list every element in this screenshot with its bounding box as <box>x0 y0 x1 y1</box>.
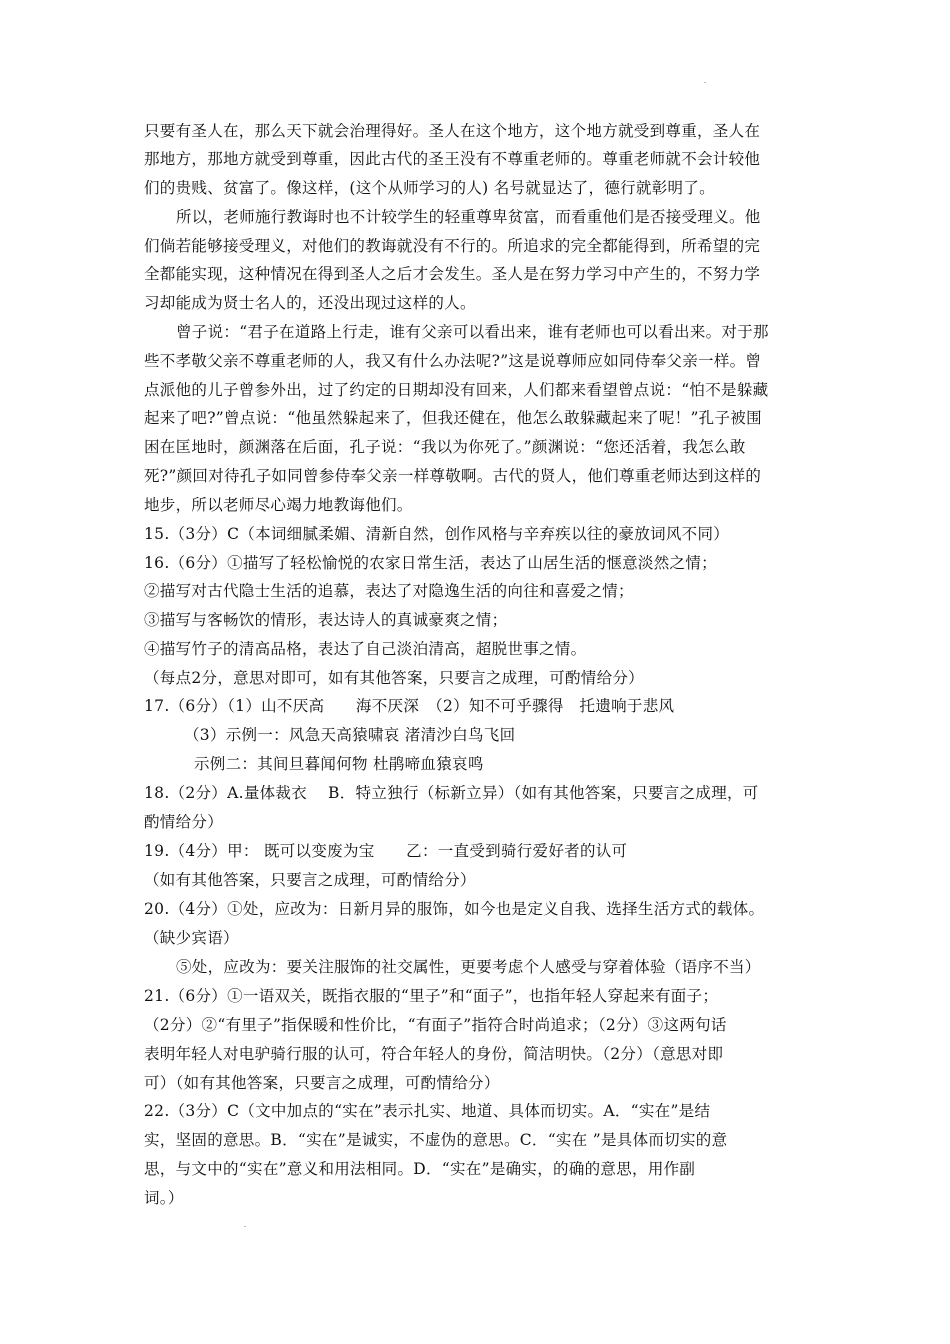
scan-speck-bottom <box>244 1226 246 1227</box>
text-line: 词。） <box>144 1189 184 1207</box>
text-line: 起来了吧?”曾点说：“他虽然躲起来了，但我还健在，他怎么敢躲藏起来了呢！”孔子被围 <box>144 409 762 427</box>
text-line: 地步，所以老师尽心竭力地教诲他们。 <box>144 496 413 514</box>
text-line: 16.（6分）①描写了轻松愉悦的农家日常生活，表达了山居生活的惬意淡然之情； <box>144 554 717 572</box>
text-line: 实，坚固的意思。B．“实在”是诚实，不虚伪的意思。C．“实在 ”是具体而切实的意 <box>144 1131 728 1149</box>
text-line: ⑤处，应改为：要关注服饰的社交属性，更要考虑个人感受与穿着体验（语序不当） <box>176 958 761 976</box>
text-line: 18.（2分）A.量体裁衣 B．特立独行（标新立异）（如有其他答案，只要言之成理，可 <box>144 784 759 802</box>
text-line: ④描写竹子的清高品格，表达了自己淡泊清高，超脱世事之情。 <box>144 640 587 658</box>
text-line: 思，与文中的“实在”意义和用法相同。D．“实在”是确实，的确的意思，用作副 <box>144 1160 696 1178</box>
text-line: 表明年轻人对电驴骑行服的认可，符合年轻人的身份，简洁明快。（2分）（意思对即 <box>144 1045 724 1063</box>
text-line: 示例二：其间旦暮闻何物 杜鹃啼血猿哀鸣 <box>194 755 484 773</box>
text-line: 些不孝敬父亲不尊重老师的人，我又有什么办法呢?”这是说尊师应如同侍奉父亲一样。曾 <box>144 352 762 370</box>
text-line: 21.（6分）①一语双关，既指衣服的“里子”和“面子”，也指年轻人穿起来有面子； <box>144 987 719 1005</box>
text-line: 可）（如有其他答案，只要言之成理，可酌情给分） <box>144 1074 500 1092</box>
text-line: 死?”颜回对待孔子如同曾参侍奉父亲一样尊敬啊。古代的贤人，他们尊重老师达到这样的 <box>144 467 762 485</box>
text-line: （如有其他答案，只要言之成理，可酌情给分） <box>144 871 476 889</box>
text-line: ②描写对古代隐士生活的追慕，表达了对隐逸生活的向往和喜爱之情； <box>144 582 634 600</box>
text-line: 22.（3分）C（文中加点的“实在”表示扎实、地道、具体而切实。A．“实在”是结 <box>144 1102 711 1120</box>
text-line: 15.（3分）C（本词细腻柔媚、清新自然，创作风格与辛弃疾以往的豪放词风不同） <box>144 525 730 543</box>
text-line: 酌情给分） <box>144 813 224 831</box>
text-line: （3）示例一：风急天高猿啸哀 渚清沙白鸟飞回 <box>184 726 516 744</box>
text-line: 19.（4分）甲： 既可以变废为宝 乙：一直受到骑行爱好者的认可 <box>144 842 628 860</box>
text-line: 全都能实现，这种情况在得到圣人之后才会发生。圣人是在努力学习中产生的，不努力学 <box>144 265 761 283</box>
text-line: 习却能成为贤士名人的，还没出现过这样的人。 <box>144 294 476 312</box>
text-line: 们的贵贱、贫富了。像这样，(这个从师学习的人) 名号就显达了，德行就彰明了。 <box>144 179 715 197</box>
text-line: 困在匡地时，颜渊落在后面，孔子说：“我以为你死了。”颜渊说：“您还活着，我怎么敢 <box>144 438 746 456</box>
text-line: 所以，老师施行教诲时也不计较学生的轻重尊卑贫富，而看重他们是否接受理义。他 <box>176 208 761 226</box>
text-line: 那地方，那地方就受到尊重，因此古代的圣王没有不尊重老师的。尊重老师就不会计较他 <box>144 150 761 168</box>
text-line: 们倘若能够接受理义，对他们的教诲就没有不行的。所追求的完全都能得到，所希望的完 <box>144 237 761 255</box>
text-line: （每点2分，意思对即可，如有其他答案，只要言之成理，可酌情给分） <box>144 669 644 687</box>
text-line: 点派他的儿子曾参外出，过了约定的日期却没有回来，人们都来看望曾点说：“怕不是躲藏 <box>144 381 769 399</box>
text-line: 17.（6分）（1）山不厌高 海不厌深 （2）知不可乎骤得 托遗响于悲风 <box>144 697 675 715</box>
text-line: ③描写与客畅饮的情形，表达诗人的真诚豪爽之情； <box>144 611 508 629</box>
scan-speck-top <box>704 82 706 83</box>
text-line: 只要有圣人在，那么天下就会治理得好。圣人在这个地方，这个地方就受到尊重，圣人在 <box>144 122 761 140</box>
text-line: （缺少宾语） <box>144 929 239 947</box>
text-line: 20.（4分）①处，应改为：日新月异的服饰，如今也是定义自我、选择生活方式的载体。 <box>144 900 765 918</box>
text-line: 曾子说：“君子在道路上行走，谁有父亲可以看出来，谁有老师也可以看出来。对于那 <box>176 323 769 341</box>
text-line: （2分）②“有里子”指保暖和性价比，“有面子”指符合时尚追求；（2分）③这两句话 <box>144 1016 727 1034</box>
